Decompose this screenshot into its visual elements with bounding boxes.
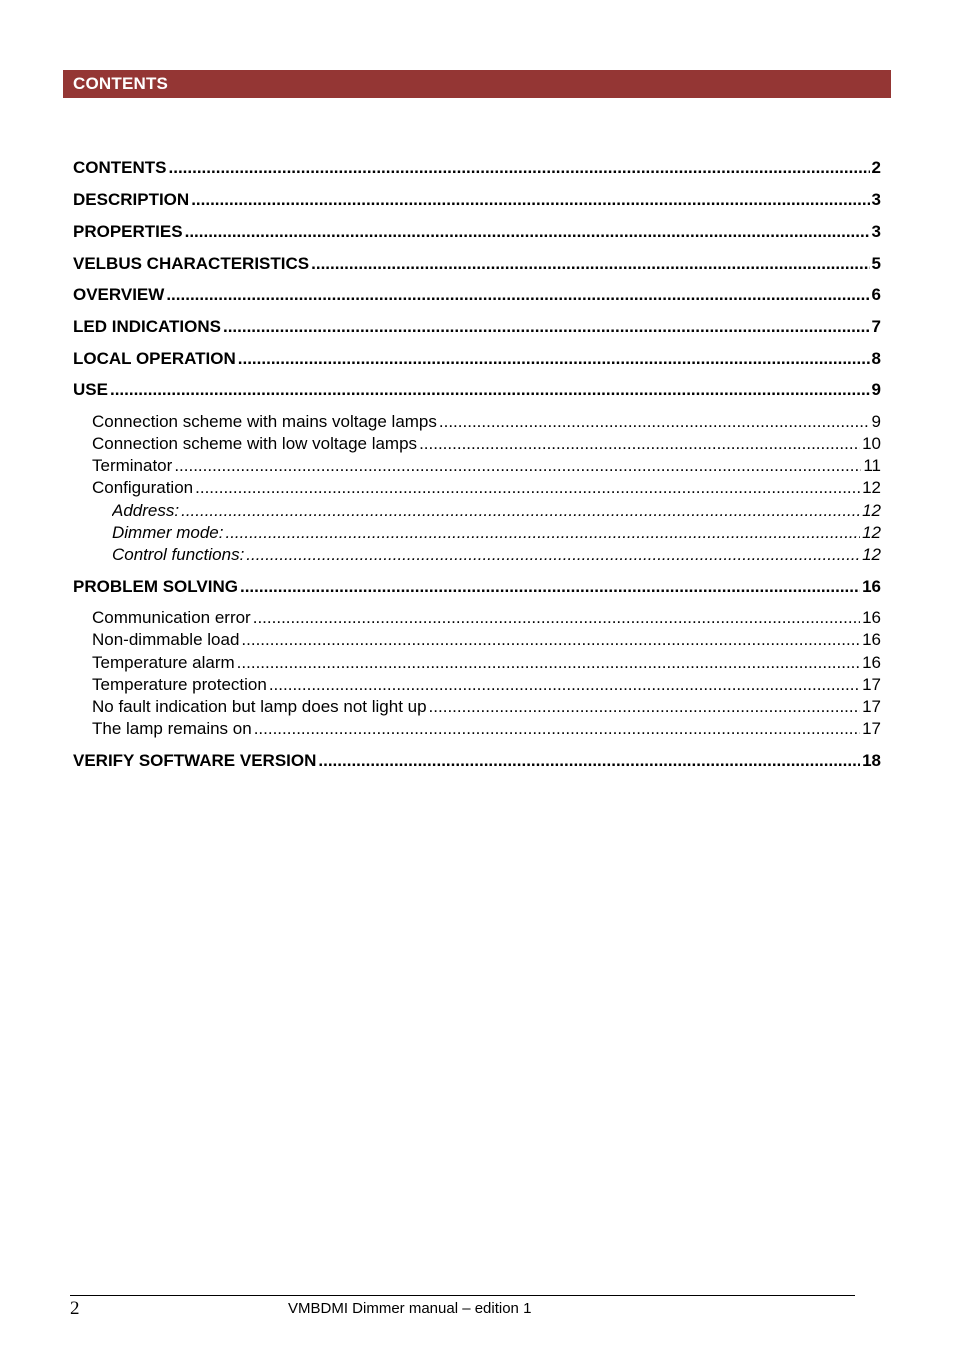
toc-leader-dots <box>240 577 860 597</box>
toc-entry-page: 18 <box>862 751 881 770</box>
toc-entry-title: OVERVIEW <box>73 285 165 304</box>
toc-entry-title: VELBUS CHARACTERISTICS <box>73 254 310 273</box>
toc-entry-page: 5 <box>871 254 881 273</box>
toc-entry-page: 12 <box>862 545 881 564</box>
toc-entry-title: PROPERTIES <box>73 222 183 241</box>
toc-entry-page: 6 <box>871 285 881 304</box>
toc-leader-dots <box>110 380 870 400</box>
toc-leader-dots <box>439 412 870 432</box>
toc-leader-dots <box>223 317 870 337</box>
toc-leader-dots <box>429 697 861 717</box>
toc-leader-dots <box>166 285 869 305</box>
footer-page-number: 2 <box>70 1298 80 1319</box>
toc-entry-page: 17 <box>862 719 881 738</box>
toc-entry-page: 16 <box>862 630 881 649</box>
toc-entry-description[interactable] <box>73 190 881 210</box>
toc-entry-configuration[interactable] <box>92 478 881 498</box>
toc-entry-communication-error[interactable] <box>92 608 881 628</box>
toc-leader-dots <box>254 719 860 739</box>
toc-entry-dimmer-mode[interactable] <box>112 523 881 543</box>
toc-entry-velbus-characteristics[interactable] <box>73 254 881 274</box>
toc-entry-contents[interactable] <box>73 158 881 178</box>
toc-entry-title: The lamp remains on <box>92 719 252 738</box>
toc-entry-page: 8 <box>871 349 881 368</box>
toc-entry-title: Configuration <box>92 478 194 497</box>
toc-entry-page: 7 <box>871 317 881 336</box>
toc-entry-page: 3 <box>871 222 881 241</box>
toc-leader-dots <box>318 751 860 771</box>
toc-leader-dots <box>195 478 860 498</box>
toc-entry-page: 17 <box>862 697 881 716</box>
toc-leader-dots <box>191 190 869 210</box>
toc-entry-page: 12 <box>862 523 881 542</box>
toc-entry-page: 16 <box>862 653 881 672</box>
toc-entry-title: Terminator <box>92 456 173 475</box>
toc-leader-dots <box>225 523 860 543</box>
toc-entry-temperature-alarm[interactable] <box>92 653 881 673</box>
toc-entry-title: USE <box>73 380 108 399</box>
toc-leader-dots <box>174 456 861 476</box>
toc-entry-page: 17 <box>862 675 881 694</box>
toc-entry-title: No fault indication but lamp does not light up <box>92 697 427 716</box>
toc-entry-page: 16 <box>862 577 881 596</box>
footer-divider <box>70 1295 855 1296</box>
toc-entry-overview[interactable] <box>73 285 881 305</box>
toc-entry-page: 12 <box>862 478 881 497</box>
toc-entry-low-voltage-lamps[interactable] <box>92 434 881 454</box>
toc-entry-title: CONTENTS <box>73 158 167 177</box>
toc-entry-terminator[interactable] <box>92 456 881 476</box>
toc-entry-title: Communication error <box>92 608 251 627</box>
toc-leader-dots <box>419 434 860 454</box>
toc-entry-no-fault-indication[interactable] <box>92 697 881 717</box>
toc-entry-problem-solving[interactable] <box>73 577 881 597</box>
toc-leader-dots <box>181 501 860 521</box>
toc-entry-title: Non-dimmable load <box>92 630 240 649</box>
toc-entry-page: 9 <box>871 380 881 399</box>
toc-entry-control-functions[interactable] <box>112 545 881 565</box>
toc-entry-properties[interactable] <box>73 222 881 242</box>
footer-document-title: VMBDMI Dimmer manual – edition 1 <box>288 1300 532 1317</box>
toc-leader-dots <box>241 630 860 650</box>
toc-entry-title: LED INDICATIONS <box>73 317 221 336</box>
toc-leader-dots <box>246 545 860 565</box>
toc-entry-page: 10 <box>862 434 881 453</box>
toc-entry-address[interactable] <box>112 501 881 521</box>
toc-entry-title: LOCAL OPERATION <box>73 349 236 368</box>
toc-entry-title: Connection scheme with mains voltage lamps <box>92 412 437 431</box>
toc-entry-page: 11 <box>863 456 881 475</box>
toc-entry-local-operation[interactable] <box>73 349 881 369</box>
toc-entry-non-dimmable-load[interactable] <box>92 630 881 650</box>
toc-entry-page: 3 <box>871 190 881 209</box>
toc-entry-title: PROBLEM SOLVING <box>73 577 238 596</box>
toc-leader-dots <box>237 653 860 673</box>
toc-entry-verify-software-version[interactable] <box>73 751 881 771</box>
toc-leader-dots <box>185 222 870 242</box>
toc-entry-title: Address: <box>112 501 180 520</box>
toc-entry-page: 2 <box>871 158 881 177</box>
toc-entry-page: 9 <box>871 412 881 431</box>
toc-entry-title: Connection scheme with low voltage lamps <box>92 434 418 453</box>
toc-entry-lamp-remains-on[interactable] <box>92 719 881 739</box>
toc-leader-dots <box>253 608 860 628</box>
toc-entry-mains-voltage-lamps[interactable] <box>92 412 881 432</box>
toc-entry-use[interactable] <box>73 380 881 400</box>
toc-entry-page: 12 <box>862 501 881 520</box>
section-title: CONTENTS <box>73 74 169 93</box>
toc-entry-page: 16 <box>862 608 881 627</box>
toc-entry-title: Temperature protection <box>92 675 267 694</box>
toc-leader-dots <box>238 349 870 369</box>
toc-entry-title: VERIFY SOFTWARE VERSION <box>73 751 317 770</box>
toc-entry-title: DESCRIPTION <box>73 190 190 209</box>
toc-entry-led-indications[interactable] <box>73 317 881 337</box>
toc-leader-dots <box>269 675 860 695</box>
toc-leader-dots <box>169 158 870 178</box>
toc-entry-temperature-protection[interactable] <box>92 675 881 695</box>
toc-entry-title: Dimmer mode: <box>112 523 224 542</box>
toc-entry-title: Temperature alarm <box>92 653 235 672</box>
toc-leader-dots <box>311 254 869 274</box>
toc-entry-title: Control functions: <box>112 545 245 564</box>
